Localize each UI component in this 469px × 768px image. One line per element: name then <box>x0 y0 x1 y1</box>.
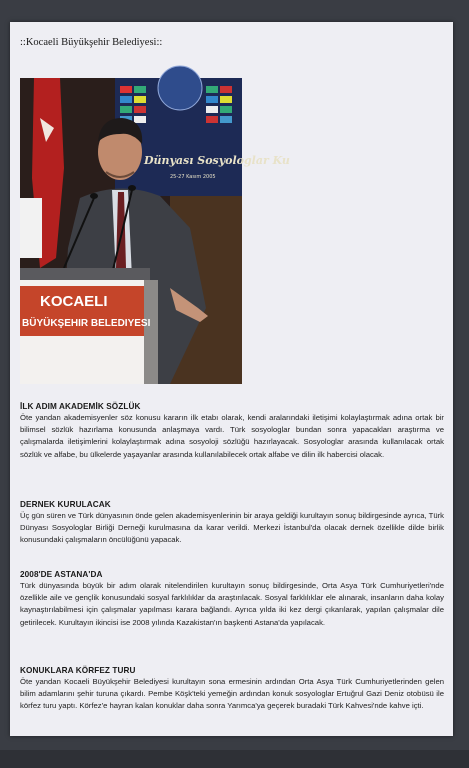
section-body: Öte yandan Kocaeli Büyükşehir Belediyesi kurultayın sona ermesinin ardından Orta Asya Türk Cumhuriyetlerinden gelen bilim adamlarını şehir turuna çıkardı. Pembe Köşk'teki yemeğin ardından konuk sosyologlar Ertuğrul Gazi Deniz otobüsü ile körfez turu yaptı. Körfez'e hayran kalan konuklar daha sonra Yarımca'ya geçerek buradaki Türk Kahvesi'nde kahve içti. <box>20 677 444 711</box>
section-body: Öte yandan akademisyenler söz konusu kararın ilk etabı olarak, kendi aralarındaki iletişimi kolaylaştırmak adına ortak bir bilimsel sözlük hazırlama konusunda anlaşmaya vardı. Türk sosyologlar bundan sonra yapacakları araştırma ve çalışmalarda iletişimlerini kolaylaştırmak adına sosyoloji sözlüğü hazırlayacak. Sosyologlar arasında kullanılacak ortak sözlük ve alfabe, bu ülkelerde yaşayanlar arasında kullanılabilecek ortak alfabe ve dilin ilk habercisi olacak. <box>20 413 444 459</box>
section-title: İLK ADIM AKADEMİK SÖZLÜK <box>20 402 141 411</box>
section-body: Türk dünyasında büyük bir adım olarak nitelendirilen kurultayın sonuç bildirgesinde, Orta Asya Türk Cumhuriyetleri'nde özellikle aile ve gençlik konusundaki sosyal farklılıklar da araştırılacak. Sosyal farklılıklar ele alınarak, insanların daha kolay kaynaştırılabilmesi için çalışmalar yapılması karara bağlandı. Ayrıca yılda iki kez dergi çıkarılarak, yapılan çalışmalar dile getirilecek. Kurultayın ikincisi ise 2008 yılında Kazakistan'ın başkenti Astana'da yapılacak. <box>20 581 444 627</box>
section-association <box>20 500 444 547</box>
banner-title-text: Dünyası Sosyologlar Ku <box>144 154 290 167</box>
page-header: ::Kocaeli Büyükşehir Belediyesi:: <box>20 37 163 48</box>
banner-date-text: 25-27 Kasım 2005 <box>170 174 216 180</box>
section-astana <box>20 570 444 629</box>
section-body: Üç gün süren ve Türk dünyasının önde gelen akademisyenlerinin bir araya geldiği kurultayın sonuç bildirgesinde ayrıca, Türk Dünyası Sosyologlar Birliği Derneği kurulmasına da karar verildi. Merkezi İstanbul'da olacak dernek özellikle dilde birlik konusundaki çalışmaların öncülüğünü yapacak. <box>20 511 444 545</box>
section-title: 2008'DE ASTANA'DA <box>20 570 103 579</box>
scan-border <box>0 750 469 768</box>
section-title: KONUKLARA KÖRFEZ TURU <box>20 666 136 675</box>
document-page <box>10 22 453 736</box>
section-gulf-tour <box>20 666 444 713</box>
press-photo <box>20 78 290 384</box>
podium-line2-text: BÜYÜKŞEHIR BELEDIYESI <box>22 318 151 329</box>
section-dictionary <box>20 402 444 461</box>
section-title: DERNEK KURULACAK <box>20 500 111 509</box>
podium-line1-text: KOCAELI <box>40 293 108 310</box>
